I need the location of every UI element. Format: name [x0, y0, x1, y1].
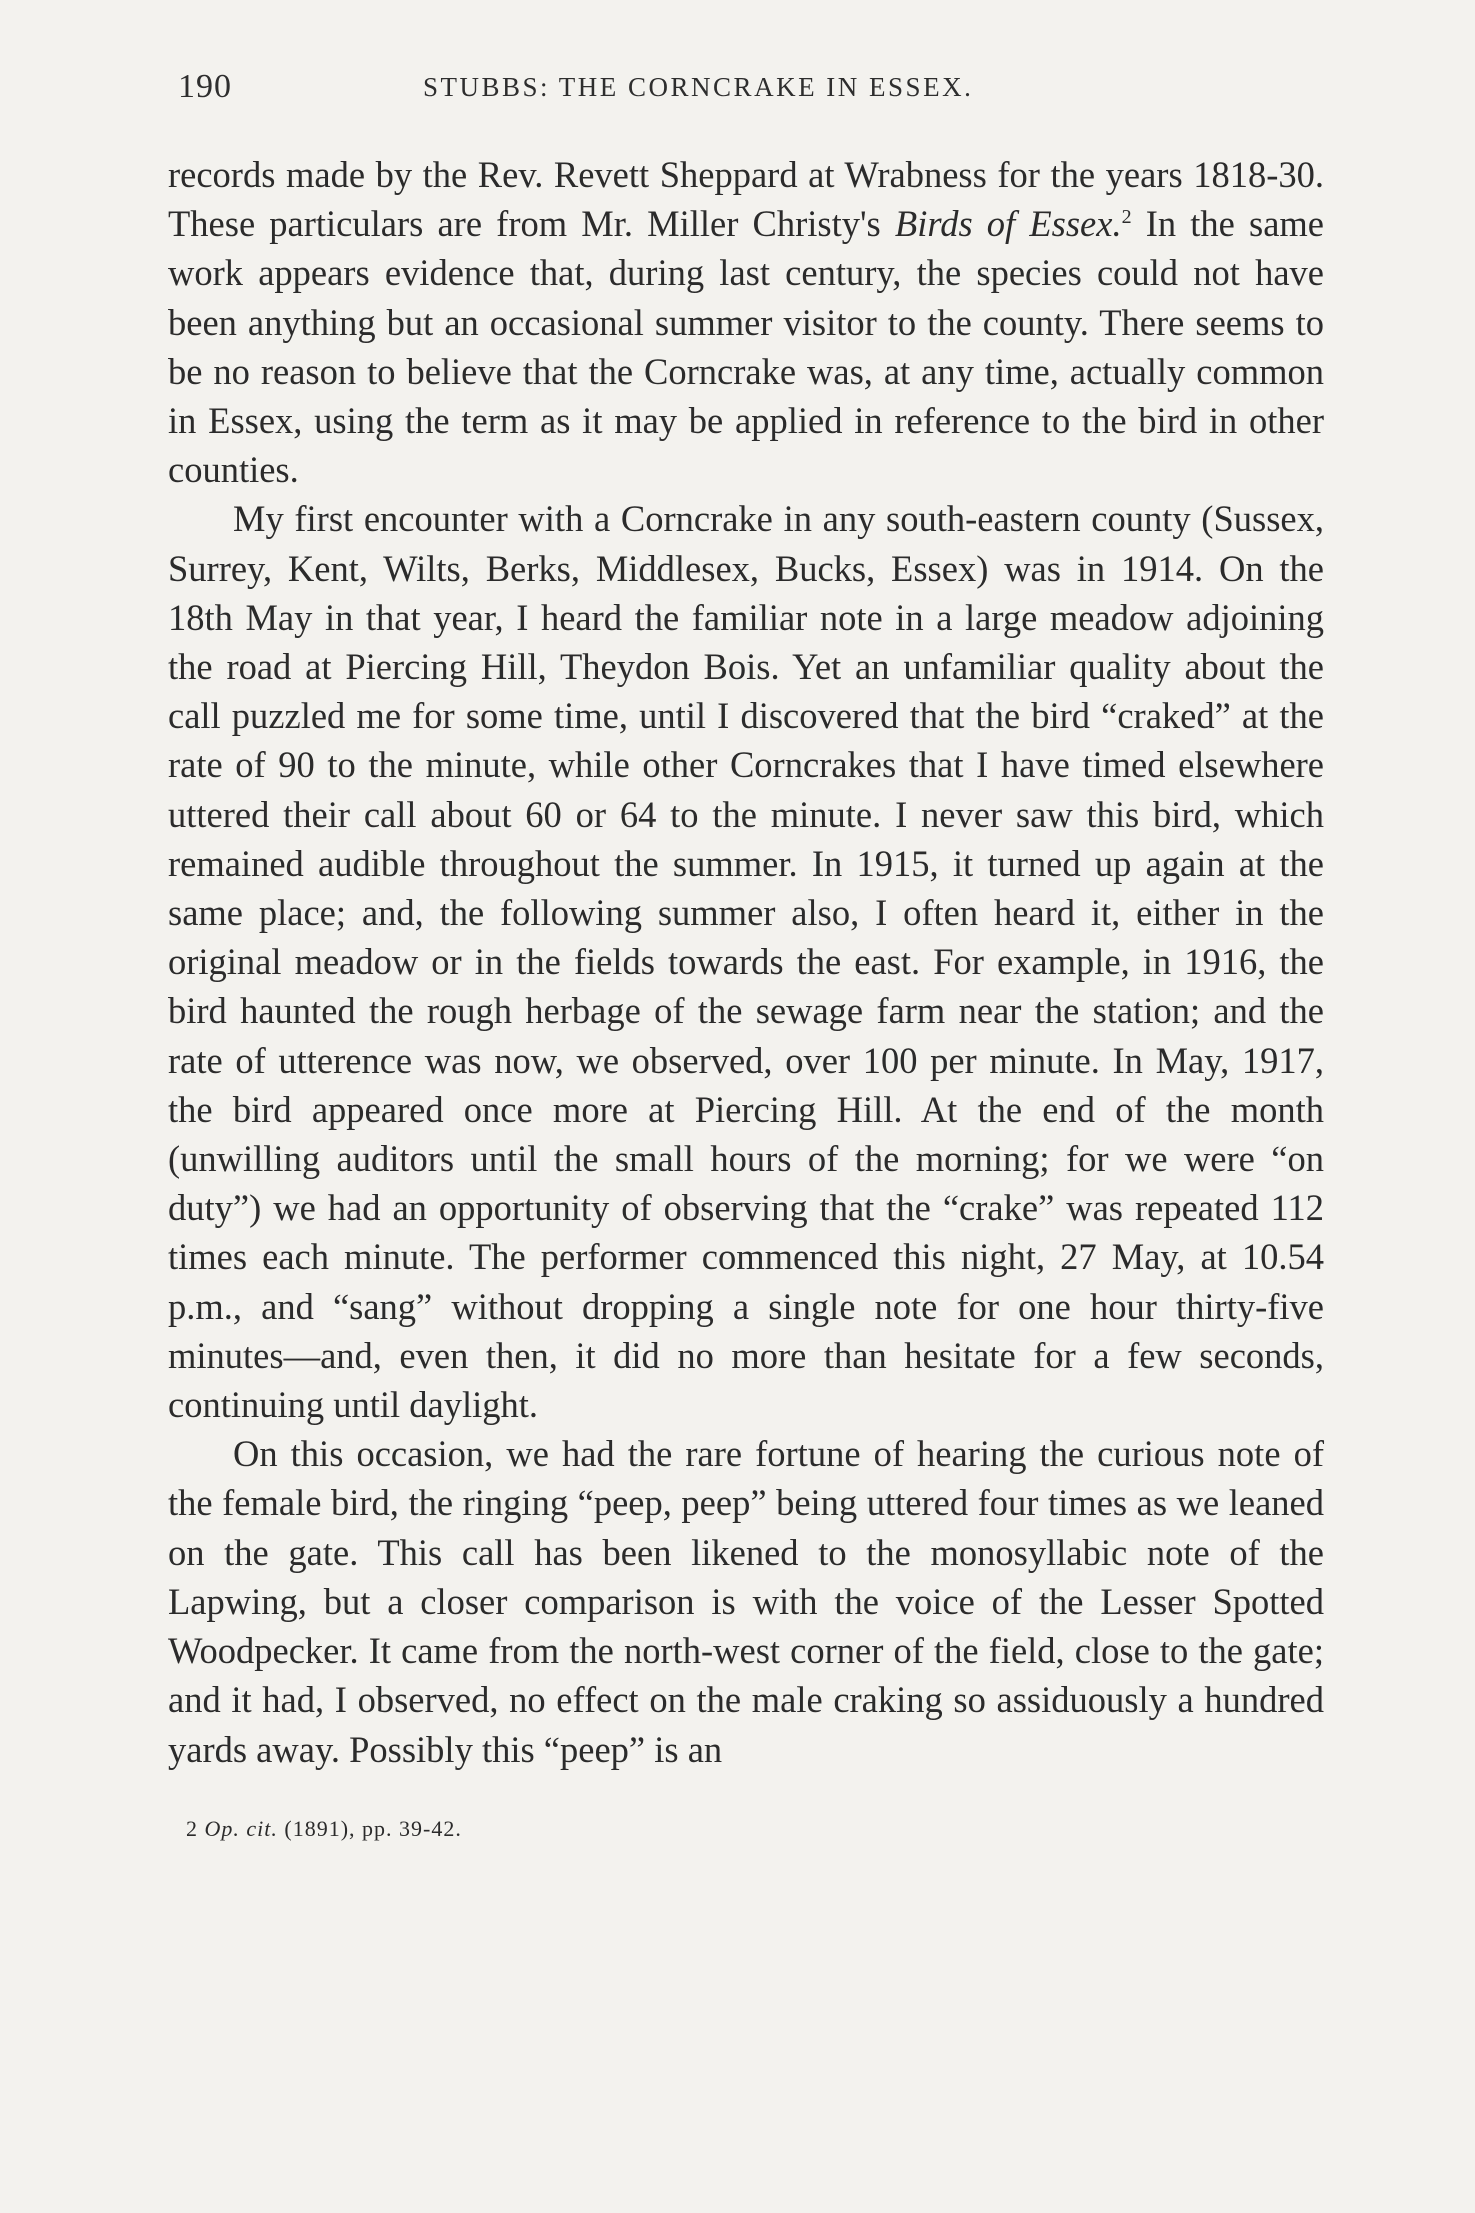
- paragraph-3: On this occasion, we had the rare fortune of hearing the curious note of the female bird, the ringing “peep, peep” being uttered four times as we leaned on the gate. This call has been likened to the monosyllabic note of the Lapwing, but a closer comparison is with the voice of the Lesser Spotted Woodpecker. It came from the north-west corner of the field, close to the gate; and it had, I observed, no effect on the male craking so assiduously a hundred yards away. Possibly this “peep” is an: [168, 1433, 1324, 1770]
- footnote-op-cit: Op. cit.: [204, 1815, 278, 1841]
- footnote-text: (1891), pp. 39-42.: [284, 1815, 462, 1841]
- footnote-marker: 2: [186, 1815, 198, 1841]
- book-page: [168, 68, 1324, 1842]
- paragraph-1: [168, 150, 1324, 494]
- book-title-italic: Birds of Essex.: [894, 203, 1122, 245]
- running-title: STUBBS: THE CORNCRAKE IN ESSEX.: [423, 72, 974, 102]
- paragraph-2: My first encounter with a Corncrake in any south-eastern county (Sussex, Surrey, Kent, Wilts, Berks, Middlesex, Bucks, Essex) was in 1914. On the 18th May in that year, I heard the familiar note in a large meadow adjoining the road at Piercing Hill, Theydon Bois. Yet an unfamiliar quality about the call puzzled me for some time, until I discovered that the bird “craked” at the rate of 90 to the minute, while other Corncrakes that I have timed elsewhere uttered their call about 60 or 64 to the minute. I never saw this bird, which remained audible throughout the summer. In 1915, it turned up again at the same place; and, the following summer also, I often heard it, either in the original meadow or in the fields towards the east. For example, in 1916, the bird haunted the rough herbage of the sewage farm near the station; and the rate of utterence was now, we observed, over 100 per minute. In May, 1917, the bird appeared once more at Piercing Hill. At the end of the month (unwilling auditors until the small hours of the morning; for we were “on duty”) we had an opportunity of observing that the “crake” was repeated 112 times each minute. The performer commenced this night, 27 May, at 10.54 p.m., and “sang” without dropping a single note for one hour thirty-five minutes—and, even then, it did no more than hesitate for a few seconds, continuing until daylight.: [168, 498, 1324, 1426]
- footnote: [168, 1816, 1324, 1842]
- running-head: [168, 68, 1324, 124]
- page-number: 190: [178, 68, 232, 105]
- body-text: [168, 150, 1324, 1774]
- paragraph-1-text-a: records made by the Rev. Revett Sheppard at Wrabness for the years 1818-30. These particulars are from Mr. Miller Christy's: [168, 154, 1324, 245]
- footnote-reference: 2: [1121, 206, 1132, 229]
- paragraph-1-text-b: In the same work appears evidence that, during last century, the species could not have been anything but an occasional summer visitor to the county. There seems to be no reason to believe that the Corncrake was, at any time, actually common in Essex, using the term as it may be applied in reference to the bird in other counties.: [168, 203, 1324, 491]
